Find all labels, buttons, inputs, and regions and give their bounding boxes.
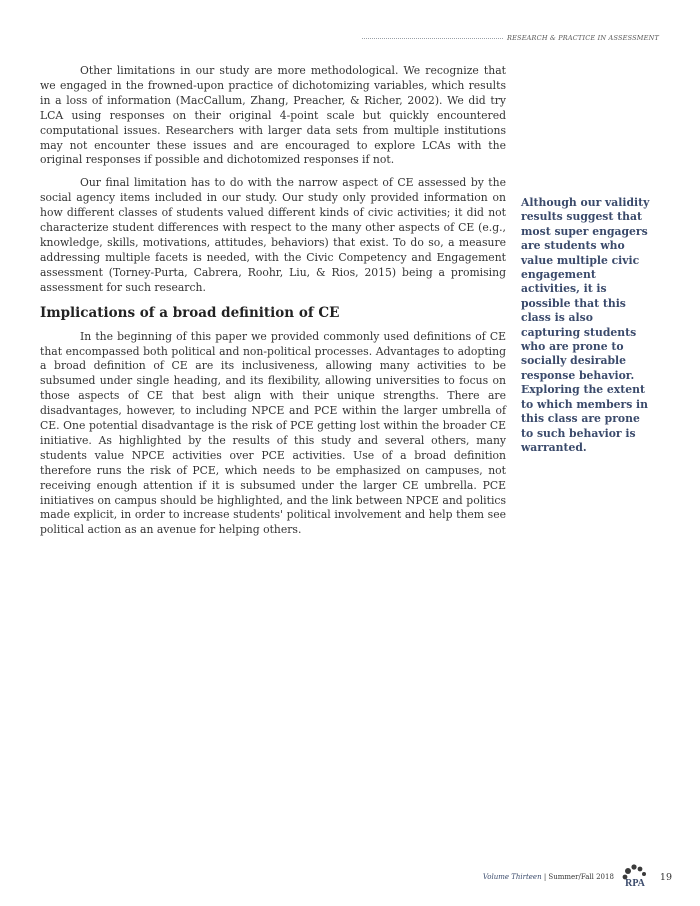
- paragraph-implications: In the beginning of this paper we provided commonly used definitions of CE that encompassed both political and non-political processes. Advantages to adopting a broad definition of CE are its inclusiveness, allowing many activities to be subsumed under single heading, and its flexibility, allowing universities to focus on those aspects of CE that best align with their unique strengths. There are disadvantages, however, to including NPCE and PCE within the larger umbrella of CE. One potential disadvantage is the risk of PCE getting lost within the broader CE initiative. As highlighted by the results of this study and several others, many students value NPCE activities over PCE activities. Use of a broad definition therefore runs the risk of PCE, which needs to be emphasized on campuses, not receiving enough attention if it is subsumed under the larger CE umbrella. PCE initiatives on campus should be highlighted, and the link between NPCE and politics made explicit, in order to increase students' political involvement and help them see political action as an avenue for helping others.: [40, 329, 506, 537]
- section-heading: Implications of a broad definition of CE: [40, 304, 340, 321]
- volume-label: Volume Thirteen: [482, 873, 542, 881]
- rpa-logo: [620, 862, 650, 892]
- paragraph-limitations-scope: Our final limitation has to do with the narrow aspect of CE assessed by the social agency items included in our study. Our study only provided information on how different classes of students valued different kinds of civic activities; it did not characterize student differences with respect to the many other aspects of CE (e.g., knowledge, skills, motivations, attitudes, behaviors) that exist. To do so, a measure addressing multiple facets is needed, with the Civic Competency and Engagement assessment (Torney-Purta, Cabrera, Roohr, Liu, & Rios, 2015) being a promising assessment for such research.: [40, 176, 506, 294]
- running-head-text: RESEARCH & PRACTICE IN ASSESSMENT: [507, 34, 659, 42]
- page-number: 19: [659, 871, 672, 883]
- rpa-logo-icon: [620, 862, 650, 892]
- page-footer: [483, 862, 672, 892]
- article-body: [40, 64, 506, 546]
- logo-text: RPA: [625, 878, 645, 889]
- running-head: [362, 34, 659, 42]
- dotted-rule: [362, 38, 503, 39]
- footer-issue-line: [483, 873, 614, 881]
- footer-separator: |: [543, 873, 547, 881]
- paragraph-limitations-method: Other limitations in our study are more methodological. We recognize that we engaged in the frowned-upon practice of dichotomizing variables, which results in a loss of information (MacCallum, Zhang, Preacher, & Richer, 2002). We did try LCA using responses on their original 4-point scale but quickly encountered computational issues. Researchers with larger data sets from multiple institutions may not encounter these issues and are encouraged to explore LCAs with the original responses if possible and dichotomized responses if not.: [40, 64, 506, 167]
- pull-quote: Although our validity results suggest that most super engagers are students who value multiple civic engagement activities, it is possible that this class is also capturing students who are prone to socially desirable response behavior. Exploring the extent to which members in this class are prone to such behavior is warranted.: [521, 196, 650, 454]
- issue-label: Summer/Fall 2018: [548, 873, 614, 881]
